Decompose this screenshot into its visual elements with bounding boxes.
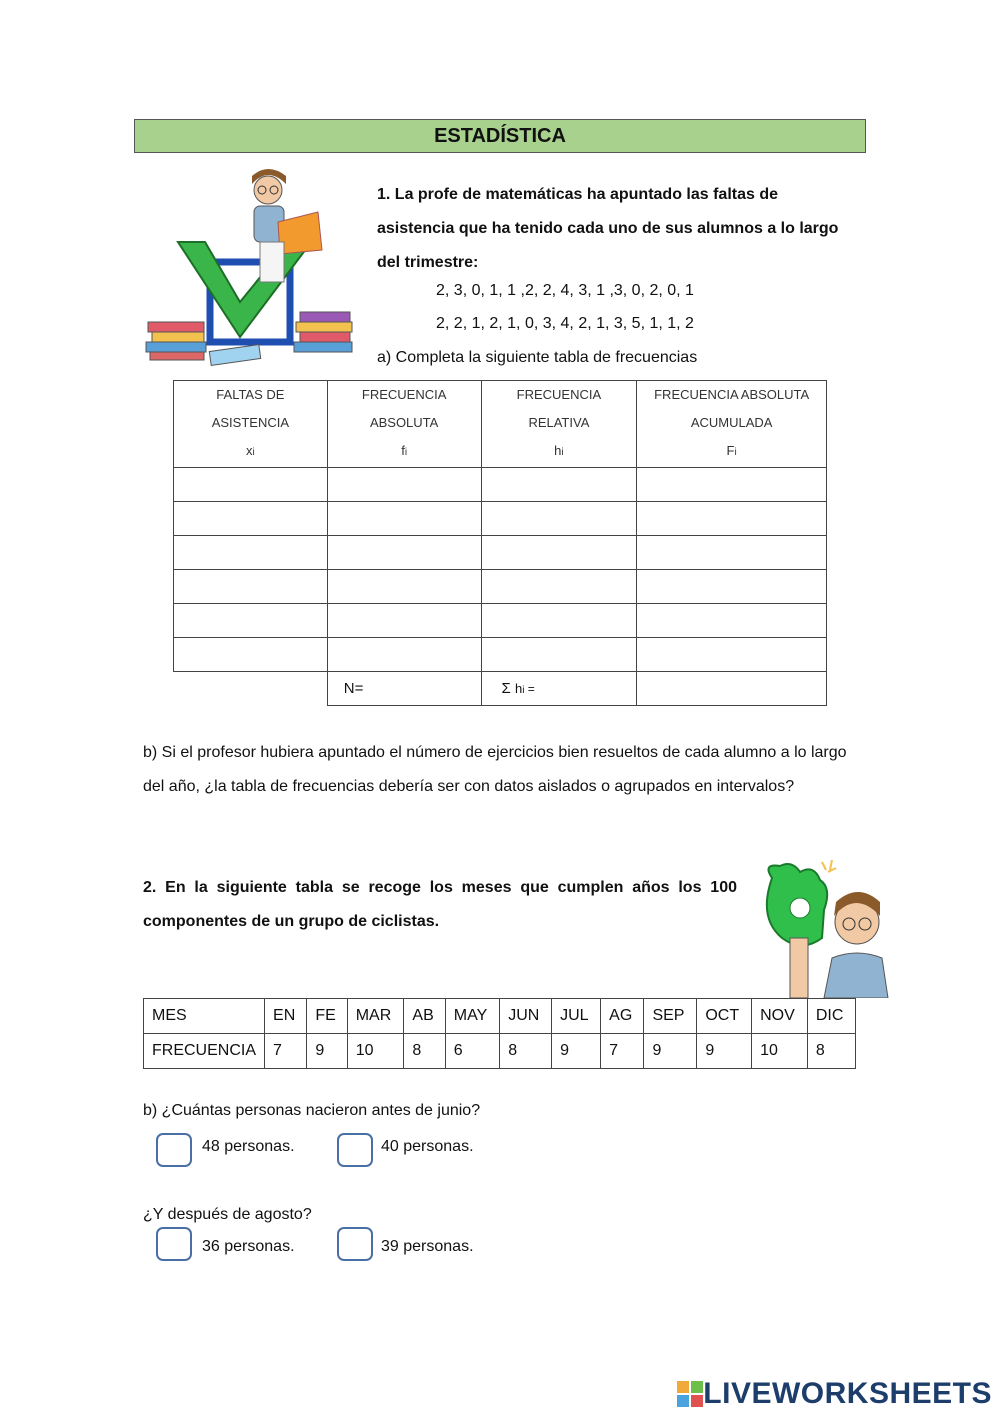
question-before-june: b) ¿Cuántas personas nacieron antes de junio? xyxy=(143,1102,481,1119)
table-row xyxy=(174,502,827,536)
page-title xyxy=(134,119,866,153)
answer-cell[interactable] xyxy=(637,604,827,638)
frequency-table-header xyxy=(174,381,827,468)
month-cell: JUN xyxy=(500,999,552,1034)
question-after-august: ¿Y después de agosto? xyxy=(143,1206,312,1223)
month-cell: AG xyxy=(601,999,644,1034)
month-cell: MAR xyxy=(347,999,404,1034)
answer-cell[interactable] xyxy=(327,468,481,502)
month-cell: JUL xyxy=(552,999,601,1034)
answer-cell[interactable] xyxy=(481,536,637,570)
answer-cell[interactable] xyxy=(174,468,328,502)
answer-cell[interactable] xyxy=(174,502,328,536)
month-cell: SEP xyxy=(644,999,697,1034)
frequency-cell: 9 xyxy=(697,1034,752,1069)
month-cell: AB xyxy=(404,999,445,1034)
answer-cell[interactable] xyxy=(174,570,328,604)
table-row xyxy=(174,570,827,604)
header-xi: FALTAS DE ASISTENCIA xi xyxy=(174,381,328,468)
month-cell: DIC xyxy=(807,999,855,1034)
month-cell: EN xyxy=(265,999,307,1034)
month-cell: MAY xyxy=(445,999,499,1034)
answer-cell[interactable] xyxy=(481,502,637,536)
liveworksheets-logo-text: LIVEWORKSHEETS xyxy=(703,1377,992,1410)
n-total-cell[interactable]: N= xyxy=(327,672,481,706)
answer-cell[interactable] xyxy=(481,638,637,672)
month-cell: OCT xyxy=(697,999,752,1034)
answer-cell[interactable] xyxy=(637,536,827,570)
frequency-cell: 10 xyxy=(752,1034,808,1069)
frequency-table xyxy=(173,380,827,706)
teacher-checkmark-illustration xyxy=(140,162,360,372)
answer-cell[interactable] xyxy=(481,570,637,604)
frequency-cell: 9 xyxy=(307,1034,347,1069)
table-row xyxy=(174,604,827,638)
liveworksheets-logo[interactable] xyxy=(677,1377,992,1411)
option-36-personas: 36 personas. xyxy=(202,1238,295,1255)
header-fi: FRECUENCIA ABSOLUTA fi xyxy=(327,381,481,468)
part-a-instruction: a) Completa la siguiente tabla de frecuencias xyxy=(377,349,698,366)
answer-cell[interactable] xyxy=(327,604,481,638)
frequency-cell: 9 xyxy=(644,1034,697,1069)
frequency-cell: 8 xyxy=(404,1034,445,1069)
answer-cell[interactable] xyxy=(327,570,481,604)
answer-cell[interactable] xyxy=(637,638,827,672)
part-b-question: b) Si el profesor hubiera apuntado el número de ejercicios bien resueltos de cada alumno a lo largo del año, ¿la tabla de frecuencias debería ser con datos aislados o agrupados en intervalos? xyxy=(143,744,847,795)
table-row xyxy=(174,536,827,570)
frequency-cell: 8 xyxy=(807,1034,855,1069)
totals-row xyxy=(174,672,827,706)
frequency-cell: 7 xyxy=(601,1034,644,1069)
header-hi: FRECUENCIA RELATIVA hi xyxy=(481,381,637,468)
teacher-foam-hand-illustration xyxy=(752,858,892,998)
table-row xyxy=(174,638,827,672)
option-48-personas: 48 personas. xyxy=(202,1138,295,1155)
Fi-total-cell[interactable] xyxy=(637,672,827,706)
answer-cell[interactable] xyxy=(637,502,827,536)
liveworksheets-logo-icon xyxy=(677,1381,703,1407)
months-table xyxy=(143,998,856,1069)
answer-cell[interactable] xyxy=(174,536,328,570)
answer-cell[interactable] xyxy=(327,502,481,536)
month-cell: FE xyxy=(307,999,347,1034)
checkbox-40-personas[interactable] xyxy=(337,1133,373,1167)
frequency-row xyxy=(144,1034,856,1069)
sum-hi-cell[interactable]: Σ hi = xyxy=(481,672,637,706)
frequency-cell: 10 xyxy=(347,1034,404,1069)
answer-cell[interactable] xyxy=(174,604,328,638)
frequency-cell: 9 xyxy=(552,1034,601,1069)
answer-cell[interactable] xyxy=(637,468,827,502)
option-39-personas: 39 personas. xyxy=(381,1238,474,1255)
frequency-cell: 8 xyxy=(500,1034,552,1069)
answer-cell[interactable] xyxy=(327,536,481,570)
frequency-cell: 7 xyxy=(265,1034,307,1069)
answer-cell[interactable] xyxy=(327,638,481,672)
answer-cell[interactable] xyxy=(637,570,827,604)
empty-cell xyxy=(174,672,328,706)
answer-cell[interactable] xyxy=(481,604,637,638)
checkbox-39-personas[interactable] xyxy=(337,1227,373,1261)
row-label-mes: MES xyxy=(144,999,265,1034)
table-row xyxy=(174,468,827,502)
months-row xyxy=(144,999,856,1034)
option-40-personas: 40 personas. xyxy=(381,1138,474,1155)
row-label-frecuencia: FRECUENCIA xyxy=(144,1034,265,1069)
question-2-prompt: 2. En la siguiente tabla se recoge los meses que cumplen años los 100 componentes de un grupo de ciclistas. xyxy=(143,879,737,930)
data-line-1: 2, 3, 0, 1, 1 ,2, 2, 4, 3, 1 ,3, 0, 2, 0, 1 xyxy=(436,282,694,299)
frequency-cell: 6 xyxy=(445,1034,499,1069)
answer-cell[interactable] xyxy=(481,468,637,502)
question-1-prompt: 1. La profe de matemáticas ha apuntado las faltas de asistencia que ha tenido cada uno de sus alumnos a lo largo del trimestre: xyxy=(377,186,839,271)
header-Fi: FRECUENCIA ABSOLUTA ACUMULADA Fi xyxy=(637,381,827,468)
answer-cell[interactable] xyxy=(174,638,328,672)
month-cell: NOV xyxy=(752,999,808,1034)
title-text: ESTADÍSTICA xyxy=(434,124,566,147)
data-line-2: 2, 2, 1, 2, 1, 0, 3, 4, 2, 1, 3, 5, 1, 1, 2 xyxy=(436,315,694,332)
checkbox-36-personas[interactable] xyxy=(156,1227,192,1261)
checkbox-48-personas[interactable] xyxy=(156,1133,192,1167)
